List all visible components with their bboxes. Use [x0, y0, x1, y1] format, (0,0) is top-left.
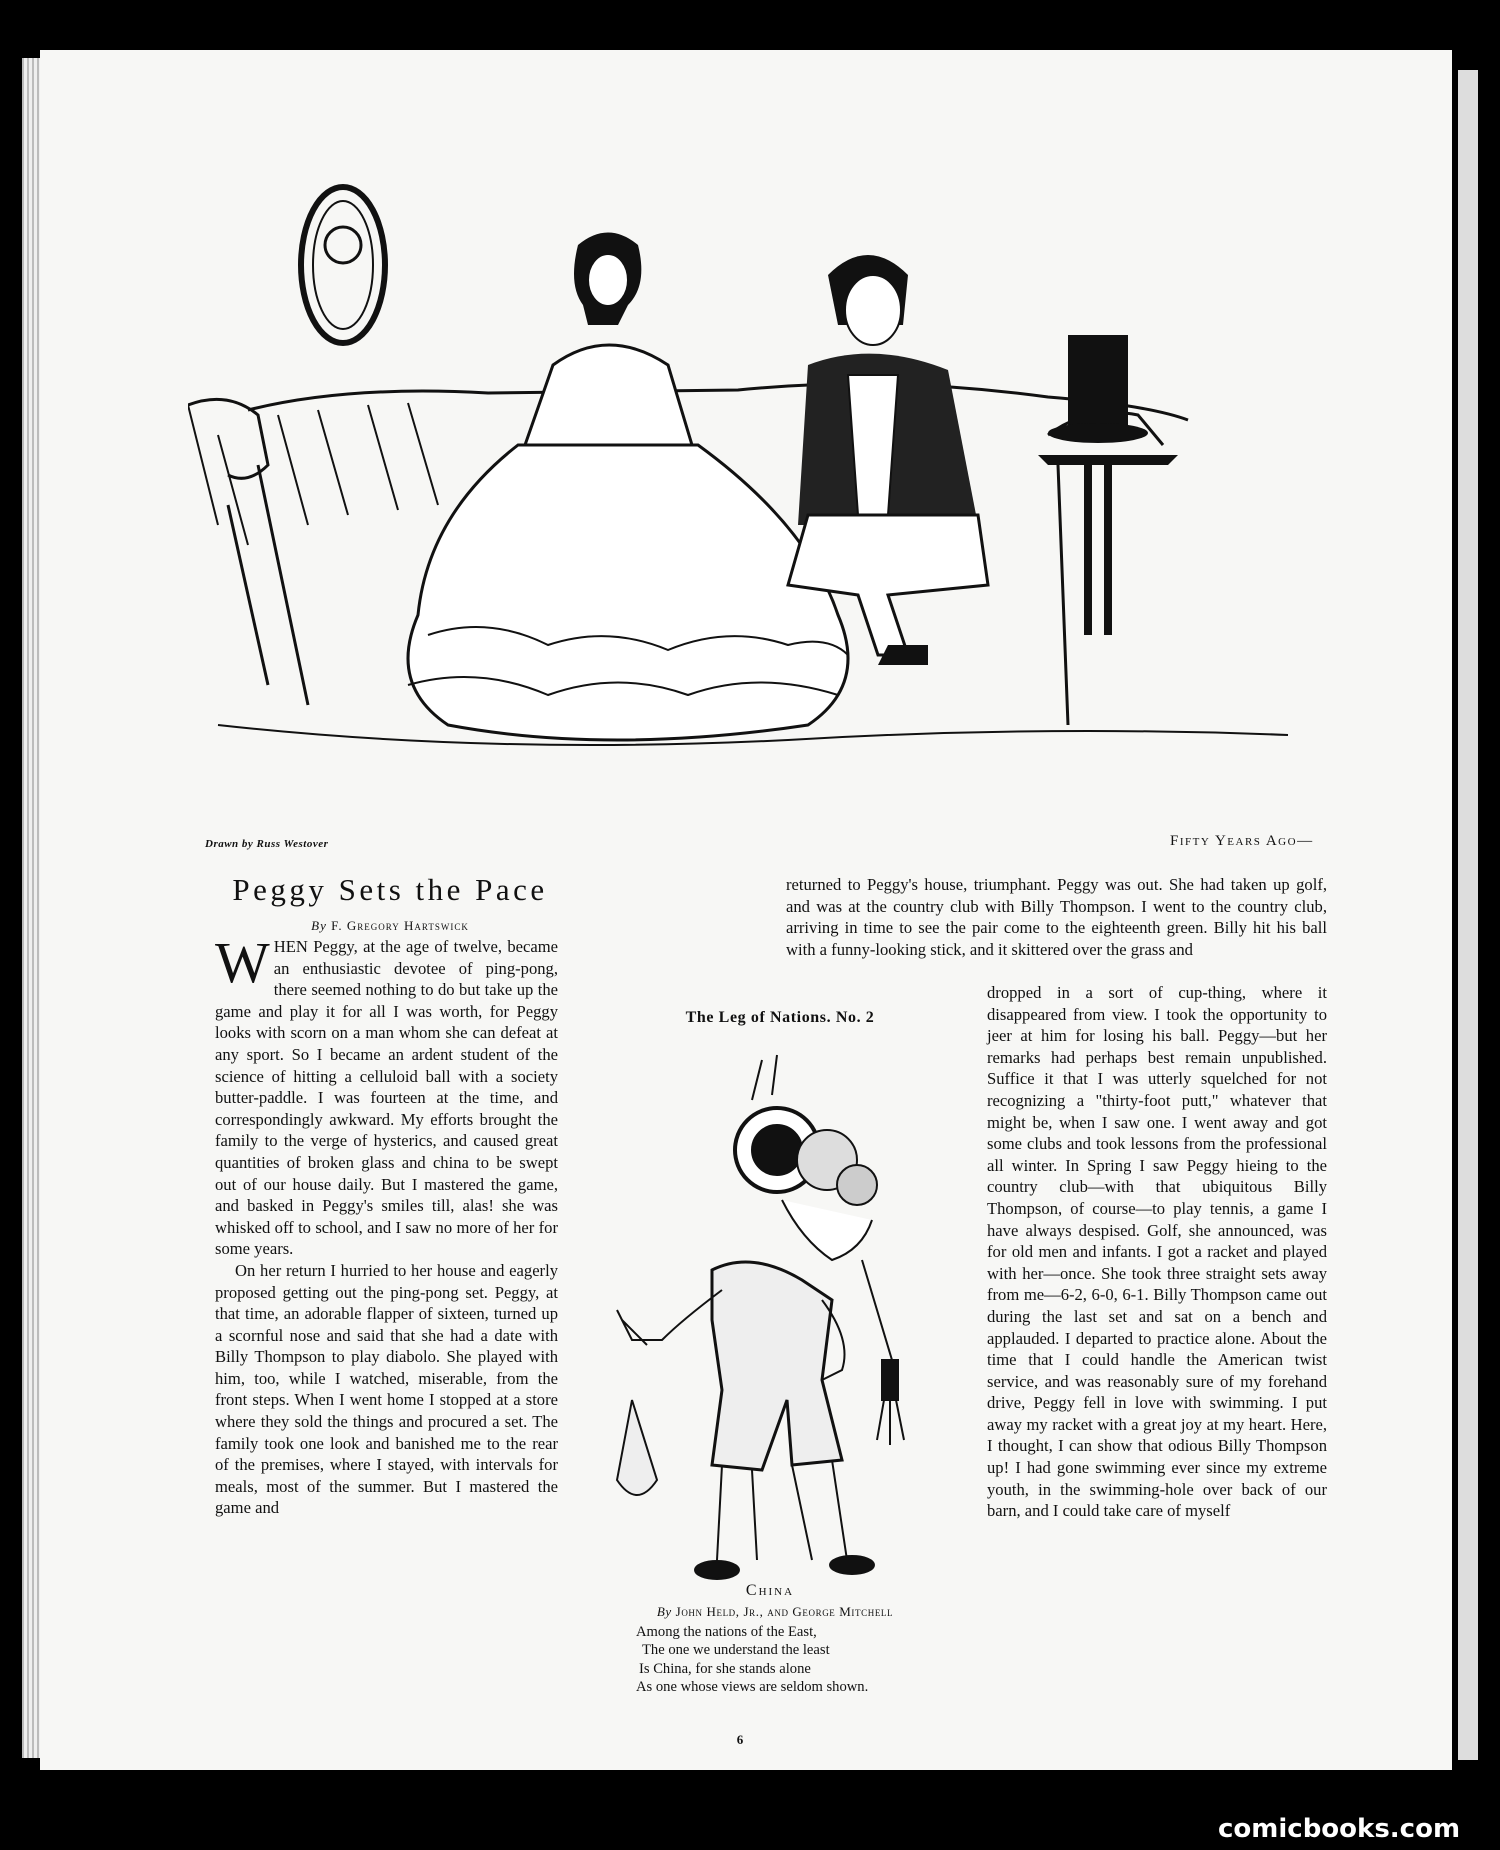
byline-author: F. Gregory Hartswick: [331, 918, 469, 933]
inset-heading: The Leg of Nations. No. 2: [685, 1009, 875, 1026]
inset-verse: [636, 1623, 966, 1697]
article-column-top-right: returned to Peggy's house, triumphant. Peggy was out. She had taken up golf, and was at the country club with Billy Thompson. I went to the country club, arriving in time to see the pair come to the eighteenth green. Billy hit his ball with a funny-looking stick, and it skittered over the grass and: [786, 875, 1327, 959]
illustration-caption: Fifty Years Ago—: [1170, 833, 1314, 849]
inset-byline: [585, 1604, 965, 1620]
cartoon-illustration: [188, 165, 1338, 835]
byline-prefix: By: [311, 918, 327, 933]
inset-byline-authors: John Held, Jr., and George Mitchell: [675, 1604, 894, 1619]
inset-title: China: [745, 1582, 795, 1599]
illustration-credit: Drawn by Russ Westover: [205, 838, 329, 850]
facing-page-edge: [1458, 70, 1478, 1760]
seated-woman-figure: [408, 233, 848, 741]
verse-line: As one whose views are seldom shown.: [636, 1679, 869, 1696]
page-number: 6: [736, 1732, 744, 1747]
article-column-left: [215, 930, 558, 1519]
verse-line: Is China, for she stands alone: [639, 1660, 811, 1677]
article-paragraph: [215, 930, 558, 1260]
article-paragraph: On her return I hurried to her house and eagerly proposed getting out the ping-pong set. Peggy, at that time, an adorable flapper of sixteen, turned up a scornful nose and said that she had a date with Billy Thompson to play diabolo. She played with him, too, while I watched, miserable, from the front steps. When I went home I stopped at a store where they sold the things and procured a set. The family took one look and banished me to the rear of the premises, where I stayed, with intervals for meals, most of the summer. But I mastered the game and: [215, 1260, 558, 1518]
paragraph-text: HEN Peggy, at the age of twelve, became an enthusiastic devotee of ping-pong, there seemed nothing to do but take up the game and play it for all I was worth, for Peggy looks with scorn on a man whom she can defeat at any sport. So I became an ardent student of the science of hitting a celluloid ball with a society butter-paddle. I was fourteen at the time, and correspondingly awkward. My efforts brought the family to the verge of hysterics, and caused great quantities of broken glass and china to be swept out of our house daily. But I mastered the game, and basked in Peggy's smiles till, alas! she was whisked off to school, and I saw no more of her for some years.: [215, 937, 558, 1259]
inset-byline-prefix: By: [656, 1604, 672, 1619]
china-figure-illustration: [592, 1040, 982, 1595]
verse-line: The one we understand the least: [642, 1642, 830, 1659]
verse-line: Among the nations of the East,: [636, 1624, 817, 1640]
drop-cap: W: [215, 930, 270, 995]
article-title: Peggy Sets the Pace: [232, 872, 548, 907]
watermark: comicbooks.com: [1218, 1814, 1461, 1844]
article-column-right: dropped in a sort of cup-thing, where it disappeared from view. I took the opportunity to jeer at him for losing his ball. Peggy—but her remarks had perhaps best remain unpublished. Suffice it that I was utterly squelched for not recognizing a "thirty-foot putt," whatever that might be, when I saw one. I went away and got some clubs and took lessons from the professional all winter. In Spring I saw Peggy hieing to the country club—with that ubiquitous Billy Thompson, of course—to play tennis, a game I have always despised. Golf, she announced, was for old men and infants. I got a racket and played with her—once. She took three straight sets away from me—6-2, 6-0, 6-1. Billy Thompson came out during the last set and sat on a bench and applauded. I departed to practice alone. About the time that I could handle the American twist service, and was reasonably sure of my forehand drive, Peggy fell in love with swimming. I put away my racket with a great joy at my heart. Here, I thought, I can show that odious Billy Thompson up! I had gone swimming ever since my extreme youth, in the swimming-hole over back of our barn, and I could take care of myself: [987, 983, 1327, 1521]
